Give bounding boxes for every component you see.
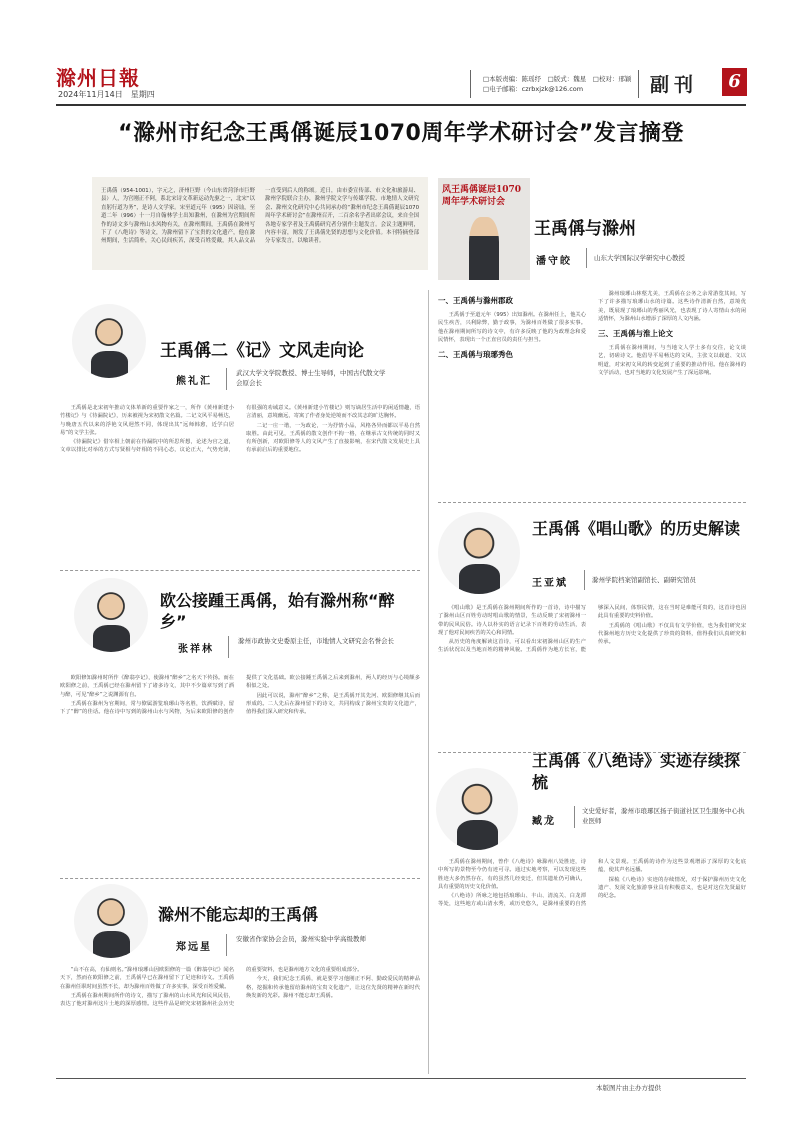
author-description: 安徽省作家协会会员，滁州实验中学高级教师 (236, 935, 366, 943)
article-title: 王禹偁与滁州 (534, 219, 636, 239)
article-body (438, 290, 746, 494)
header-rule (56, 104, 746, 106)
footer-rule (56, 1078, 746, 1079)
paragraph: “山不在高，有仙则名。”滁州琅琊山因欧阳修的一篇《醉翁亭记》闻名天下，然而在欧阳修之前，王禹偁早已在滁州留下了足迹和诗文。王禹偁在滁州任职时间虽然不长，却为滁州百姓做了许多实事，深受百姓爱戴。 (60, 967, 234, 990)
event-banner: 风王禹偁诞辰1070周年学术研讨会 (442, 185, 522, 207)
article-body (60, 404, 420, 562)
author-divider (574, 806, 575, 828)
article-body (60, 674, 420, 872)
author-photo (74, 884, 148, 958)
author-divider (584, 570, 585, 590)
paragraph: 王禹偁于至道元年（995）出知滁州。在滁州任上，他关心民生疾苦，兴利除弊，勤于政事，为滁州百姓做了很多实事。他在滁州期间所写的诗文中，有许多反映了他的为政理念和爱民情怀，表现出一个正直官员的责任与担当。 (438, 312, 586, 343)
author-description: 滁州市政协文史委原主任，市地情人文研究会名誉会长 (238, 637, 394, 645)
column-rule (428, 290, 429, 1074)
paragraph: 探梳《八绝诗》实迹的存续情况，对于保护滁州历史文化遗产、发展文化旅游事业具有积极意义，也是对这位先贤最好的纪念。 (598, 876, 746, 900)
author-photo (74, 578, 148, 652)
author-divider (226, 934, 227, 956)
author-name: 郑远星 (176, 942, 212, 953)
section-title: 副刊 (650, 74, 699, 96)
author-name: 王亚斌 (532, 578, 568, 589)
photo-credit: 本版图片由主办方提供 (596, 1084, 661, 1092)
paragraph: 今天，我们纪念王禹偁，就是要学习他刚正不阿、勤政爱民的精神品格，挖掘和传承他留给滁州的宝贵文化遗产，让这位先贤的精神在新时代焕发新的光彩。滁州不能忘却王禹偁。 (246, 976, 420, 999)
intro-box: 王禹偁（954-1001），字元之，济州巨野（今山东省菏泽市巨野县）人，为官刚正不阿，系北宋诗文革新运动先驱之一，北宋“以直躬行道为务”，是诗人文学家。宋至道元年（995）因谤讪，至道二年（996）十一月自翰林学士出知滁州，在滁州为官期间所作的诗文多与滁州山水风物有关，在滁州期间，王禹偁在滁州写下了《八绝诗》等诗文，为滁州留下了宝贵的文化遗产，他在滁州期间，生活简朴，关心民间疾苦，深受百姓爱戴，其人品文品一直受到后人的称颂。近日，由市委宣传部、市文化和旅游局、滁州学院联合主办，滁州学院文学与传媒学院、市地情人文研究会、滁州文化研究中心共同承办的“滁州市纪念王禹偁诞辰1070周年学术研讨会”在滁州召开，二百余名学者出席会议，来自全国各地专家学者及王禹偁研究者分别作主题发言。会议主题鲜明，内容丰富，阐发了王禹偁先贤的思想与文化价值。本刊特摘登部分专家发言，以飨读者。 (92, 177, 428, 270)
editor-email: □电子邮箱：czrbxjzk@126.com (483, 85, 584, 93)
editor-credits: □本版责编：陈瑶纾 □版式：魏星 □校对：邢颖 (483, 75, 632, 83)
author-divider (586, 248, 587, 268)
paragraph: 王禹偁在滁州期间所作的诗文，描写了滁州的山水风光和民风民俗，表达了他对滁州这片土地的深厚感情。这些作品是研究宋初滁州社会历史的重要资料，也是滁州地方文化的重要组成部分。 (60, 967, 363, 1008)
author-photo (436, 768, 518, 850)
paragraph: 王禹偁在滁州期间，与当地文人学士多有交往，论文谈艺，切磋诗文。他倡导平易畅达的文风，主张文以载道、文以明道，对宋初文风的转变起到了重要的推动作用。他在滁州的文学活动，也对当地的文化发展产生了深远影响。 (598, 345, 746, 377)
paragraph: 欧阳修知滁州时所作《醉翁亭记》，使滁州“醉乡”之名天下传扬。而在欧阳修之前，王禹偁已经在滁州留下了诸多诗文，其中不少篇章写到了酒与醉，可见“醉乡”之说渊源有自。 (60, 675, 234, 698)
author-divider (228, 636, 229, 658)
editor-info (483, 74, 631, 94)
article-body (438, 604, 746, 744)
author-name: 潘守皎 (536, 256, 572, 267)
article-title: 王禹偁《八绝诗》实迹存续探梳 (532, 751, 741, 792)
author-divider (226, 368, 227, 390)
speaker-figure (469, 217, 498, 280)
page-title: “滁州市纪念王禹偁诞辰1070周年学术研讨会”发言摘登 (118, 121, 684, 146)
paragraph: 《唱山歌》是王禹偁在滁州期间所作的一首诗，诗中描写了滁州山区百姓劳动时唱山歌的情景，生动反映了宋初滁州一带的民风民俗。诗人以朴实的语言记录下百姓的劳动生活，表现了他对民间疾苦的关心和同情。 (438, 605, 586, 636)
page-number: 6 (722, 68, 747, 96)
author-name: 张祥林 (178, 644, 214, 655)
event-photo (438, 178, 530, 280)
author-name: 臧龙 (532, 816, 556, 827)
paragraph: 王禹偁的《唱山歌》不仅具有文学价值，也为我们研究宋代滁州地方历史文化提供了珍贵的资料，值得我们认真研究和传承。 (598, 622, 746, 646)
paragraph: 滁州琅琊山林壑尤美，王禹偁在公务之余常游览其间，写下了许多描写琅琊山水的诗篇。这些诗作清新自然，意境优美，既展现了琅琊山的秀丽风光，也表现了诗人寄情山水的闲适情怀，为滁州山水增添了深厚的人文内涵。 (598, 291, 746, 322)
article-title: 欧公接踵王禹偁，始有滁州称“醉乡” (160, 591, 395, 631)
article-body (60, 966, 420, 1070)
author-name: 熊礼汇 (176, 376, 212, 387)
paragraph: 王禹偁在滁州期间，曾作《八绝诗》咏滁州八处胜迹，诗中所写的景物至今仍有迹可寻。通过实地考察，可以发现这些胜迹大多仍然存在，有的虽然几经变迁，但其遗址仍可确认，具有重要的历史文化价值。 (438, 859, 586, 890)
author-description: 文史爱好者，滁州市琅琊区扬子街道社区卫生服务中心执业医师 (582, 807, 745, 825)
paragraph: 王禹偁在滁州为官期间，常与僚属游览琅琊山等名胜，饮酒赋诗，留下了“醉”的佳话。他在诗中写到的滁州山水与风物，为后来欧阳修的创作提供了文化基础。欧公接踵王禹偁之后来到滁州，两人的经历与心境颇多相似之处。 (60, 675, 420, 716)
paragraph: 因此可以说，滁州“醉乡”之称，是王禹偁开其先河、欧阳修继其后而形成的。二人先后在滁州留下的诗文，共同构成了滁州宝贵的文化遗产，值得我们深入研究和传承。 (246, 692, 420, 716)
author-description: 武汉大学文学院教授、博士生导师，中国古代散文学会原会长 (236, 369, 386, 387)
header-divider (470, 70, 471, 98)
author-photo (438, 512, 520, 594)
paragraph: 《待漏院记》借宰相上朝前在待漏院中的所思所想，论述为官之道，文章以排比对举的方式写贤相与奸相的不同心态，议论正大，气势充沛，有很强的劝诫意义。《黄州新建小竹楼记》则写谪居生活中的闲适情趣，语言清丽，意境幽远，寄寓了作者身处逆境而不改其志的旷达胸怀。 (60, 405, 420, 454)
author-photo (72, 304, 146, 378)
article-title: 王禹偁《唱山歌》的历史解读 (532, 519, 741, 538)
paragraph: 王禹偁是北宋初年推动文体革新的重要作家之一，所作《黄州新建小竹楼记》与《待漏院记》，历来被视为宋初散文名篇。二记文风平易畅达，与晚唐五代以来的浮艳文风迥然不同，体现出其“远师韩愈，近学白居易”的文学主张。 (60, 405, 234, 436)
paragraph: 《八绝诗》所咏之地包括琅琊山、丰山、清流关、白龙潭等处，这些地方或山清水秀，或历史悠久，是滁州重要的自然和人文景观。王禹偁的诗作为这些景观增添了深厚的文化底蕴，使其声名远播。 (438, 859, 746, 908)
author-description: 山东大学国际汉学研究中心教授 (594, 254, 685, 262)
section-divider (60, 570, 420, 571)
article-title: 王禹偁二《记》文风走向论 (160, 341, 364, 361)
paragraph: 从历史的角度解读这首诗，可以看出宋初滁州山区的生产生活状况以及当地百姓的精神风貌。王禹偁作为地方长官，能够深入民间，体察民情，这在当时是难能可贵的，这首诗也因此具有重要的史料价值。 (438, 605, 746, 654)
section-heading: 三、王禹偁与淮上论文 (598, 329, 673, 339)
issue-date: 2024年11月14日 星期四 (58, 90, 155, 99)
article-body (438, 858, 746, 1070)
article-title: 滁州不能忘却的王禹偁 (158, 905, 319, 924)
section-heading: 二、王禹偁与琅琊秀色 (438, 350, 513, 360)
masthead-logo: 滁州日報 (56, 66, 140, 90)
section-divider (60, 878, 420, 879)
section-divider (438, 502, 746, 503)
paragraph: 二记一庄一谐，一为政论，一为抒情小品，风格各异而都以平易自然取胜。由此可见，王禹偁的散文创作不拘一格，在继承古文传统的同时又有所创新，对欧阳修等人的文风产生了直接影响，在宋代散文发展史上具有承前启后的重要地位。 (246, 422, 420, 454)
header-divider (638, 70, 639, 98)
section-heading: 一、王禹偁与滁州郡政 (438, 296, 513, 305)
author-description: 滁州学院档案馆副馆长、副研究馆员 (592, 576, 696, 584)
